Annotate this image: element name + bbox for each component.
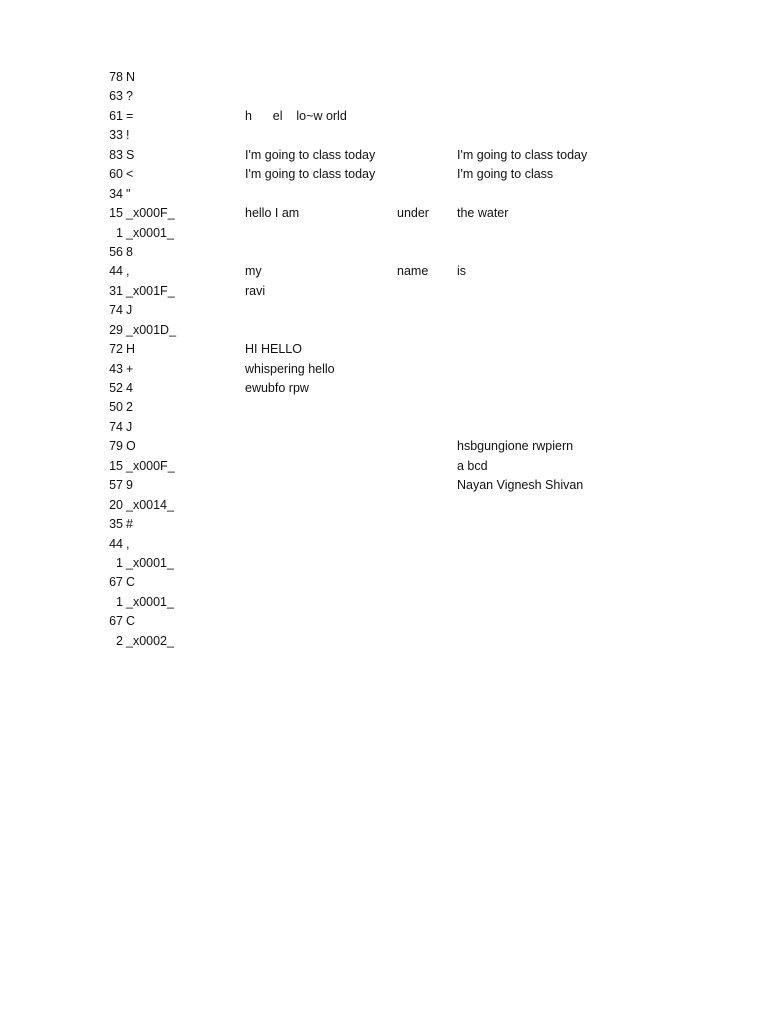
cell-code: , [126, 536, 130, 551]
table-row [0, 146, 768, 165]
table-row [0, 126, 768, 145]
cell-code: + [126, 361, 134, 376]
cell-number: 57 [109, 478, 123, 493]
table-row [0, 632, 768, 651]
cell-code: H [126, 342, 136, 357]
table-row [0, 185, 768, 204]
cell-text-d: I'm going to class [457, 167, 554, 182]
table-row [0, 515, 768, 534]
table-row [0, 418, 768, 437]
table-row [0, 379, 768, 398]
cell-code: _x0001_ [126, 594, 174, 609]
cell-number: 1 [116, 555, 123, 570]
cell-text-b: whispering hello [245, 361, 335, 376]
cell-text-b: my [245, 264, 262, 279]
cell-text-d: a bcd [457, 458, 488, 473]
table-row [0, 204, 768, 223]
cell-number: 63 [109, 89, 123, 104]
cell-number: 1 [116, 225, 123, 240]
table-row [0, 262, 768, 281]
table-row [0, 87, 768, 106]
cell-text-d: the water [457, 206, 509, 221]
cell-number: 83 [109, 147, 123, 162]
cell-code: " [126, 186, 131, 201]
cell-code: C [126, 614, 136, 629]
cell-text-c: name [397, 264, 429, 279]
cell-text-d: Nayan Vignesh Shivan [457, 478, 584, 493]
cell-number: 78 [109, 70, 123, 84]
table-row [0, 593, 768, 612]
table-row [0, 301, 768, 320]
cell-text-b: I'm going to class today [245, 167, 376, 182]
cell-code: _x000F_ [126, 206, 175, 221]
cell-code: _x0002_ [126, 633, 174, 648]
table-row [0, 107, 768, 126]
table-row [0, 224, 768, 243]
cell-number: 60 [109, 167, 123, 182]
cell-code: _x0001_ [126, 225, 174, 240]
cell-code: _x000F_ [126, 458, 175, 473]
table-row [0, 612, 768, 631]
table-row [0, 457, 768, 476]
cell-number: 56 [109, 244, 123, 259]
cell-code: = [126, 108, 134, 123]
cell-code: N [126, 70, 136, 84]
cell-code: J [126, 303, 133, 318]
cell-text-b: HI HELLO [245, 342, 302, 357]
cell-number: 29 [109, 322, 123, 337]
cell-number: 74 [109, 419, 123, 434]
cell-code: < [126, 167, 134, 182]
cell-number: 34 [109, 186, 123, 201]
cell-number: 67 [109, 614, 123, 629]
cell-code: 4 [126, 381, 133, 395]
cell-code: # [126, 517, 133, 532]
table-row [0, 398, 768, 417]
table-row [0, 476, 768, 495]
cell-number: 50 [109, 400, 123, 415]
cell-text-d: hsbgungione rwpiern [457, 439, 574, 454]
cell-code: 9 [126, 478, 133, 493]
cell-number: 67 [109, 575, 123, 590]
cell-number: 1 [116, 594, 123, 609]
cell-text-d: I'm going to class today [457, 147, 588, 162]
cell-number: 44 [109, 264, 123, 279]
cell-code: _x0001_ [126, 555, 174, 570]
cell-code: , [126, 264, 130, 279]
cell-code: ! [126, 128, 130, 143]
table-row [0, 68, 768, 87]
table-row [0, 165, 768, 184]
table-row [0, 360, 768, 379]
cell-code: C [126, 575, 136, 590]
cell-number: 74 [109, 303, 123, 318]
cell-text-b: I'm going to class today [245, 147, 376, 162]
cell-number: 52 [109, 381, 123, 395]
cell-code: 2 [126, 400, 133, 415]
cell-text-b: ravi [245, 283, 266, 298]
cell-text-d: is [457, 264, 467, 279]
table-row [0, 535, 768, 554]
cell-number: 79 [109, 439, 123, 454]
cell-code: O [126, 439, 136, 454]
table-row [0, 573, 768, 592]
table-row [0, 321, 768, 340]
cell-number: 35 [109, 517, 123, 532]
cell-number: 15 [109, 206, 123, 221]
cell-number: 15 [109, 458, 123, 473]
cell-code: S [126, 147, 135, 162]
cell-number: 72 [109, 342, 123, 357]
cell-number: 44 [109, 536, 123, 551]
cell-text-b: hello I am [245, 206, 300, 221]
cell-code: _x001F_ [126, 283, 175, 298]
spreadsheet-page [0, 68, 768, 651]
cell-code: 8 [126, 244, 133, 259]
cell-text-c: under [397, 206, 429, 221]
table-row [0, 437, 768, 456]
cell-number: 31 [109, 283, 123, 298]
cell-number: 61 [109, 108, 123, 123]
cell-text-b: h el lo~w orld [245, 108, 347, 123]
table-row [0, 282, 768, 301]
cell-number: 33 [109, 128, 123, 143]
cell-text-b: ewubfo rpw [245, 381, 309, 395]
cell-number: 20 [109, 497, 123, 512]
cell-code: J [126, 419, 133, 434]
cell-code: ? [126, 89, 133, 104]
table-row [0, 496, 768, 515]
cell-code: _x0014_ [126, 497, 174, 512]
cell-code: _x001D_ [126, 322, 177, 337]
table-row [0, 243, 768, 262]
table-row [0, 554, 768, 573]
cell-number: 43 [109, 361, 123, 376]
cell-number: 2 [116, 633, 123, 648]
table-row [0, 340, 768, 359]
